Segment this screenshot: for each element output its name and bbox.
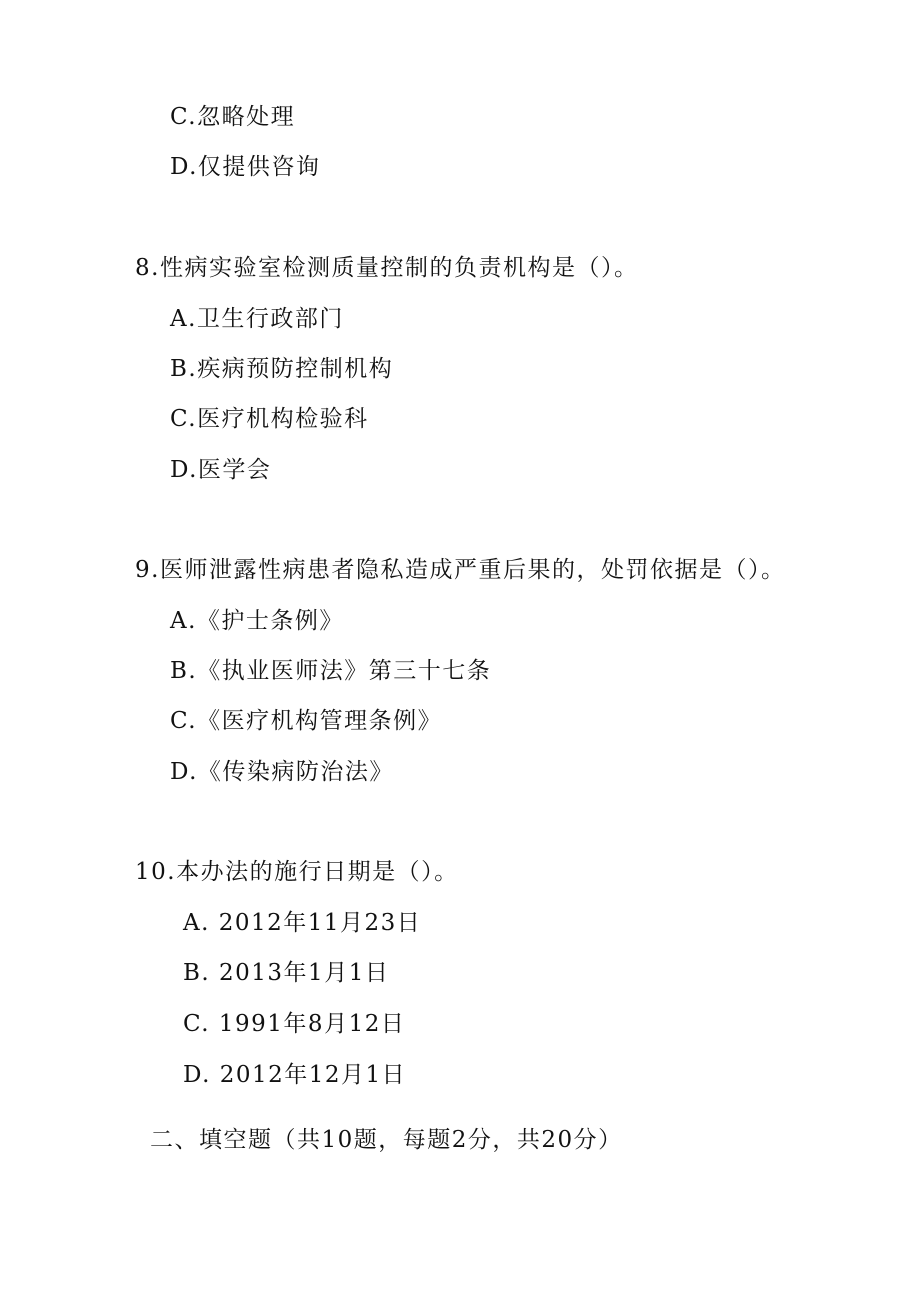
q10-option-c: C. 1991年8月12日 (183, 1011, 406, 1037)
q8-option-c: C.医疗机构检验科 (170, 406, 369, 432)
q10-option-d: D. 2012年12月1日 (183, 1062, 407, 1088)
q7-option-c: C.忽略处理 (170, 104, 296, 130)
q9-option-c: C.《医疗机构管理条例》 (170, 708, 443, 734)
q10-option-b: B. 2013年1月1日 (183, 960, 390, 986)
q9-option-a: A.《护士条例》 (170, 608, 344, 634)
q8-option-a: A.卫生行政部门 (170, 306, 344, 332)
section-2-heading: 二、填空题（共10题，每题2分，共20分） (150, 1127, 623, 1153)
q8-question: 8.性病实验室检测质量控制的负责机构是（）。 (135, 255, 639, 281)
q10-option-a: A. 2012年11月23日 (183, 910, 422, 936)
q9-option-b: B.《执业医师法》第三十七条 (170, 658, 492, 684)
q9-question: 9.医师泄露性病患者隐私造成严重后果的，处罚依据是（）。 (135, 557, 786, 583)
q8-option-b: B.疾病预防控制机构 (170, 356, 394, 382)
q9-option-d: D.《传染病防治法》 (170, 759, 394, 785)
q8-option-d: D.医学会 (170, 457, 272, 483)
q10-question: 10.本办法的施行日期是（）。 (135, 859, 459, 885)
q7-option-d: D.仅提供咨询 (170, 154, 321, 180)
